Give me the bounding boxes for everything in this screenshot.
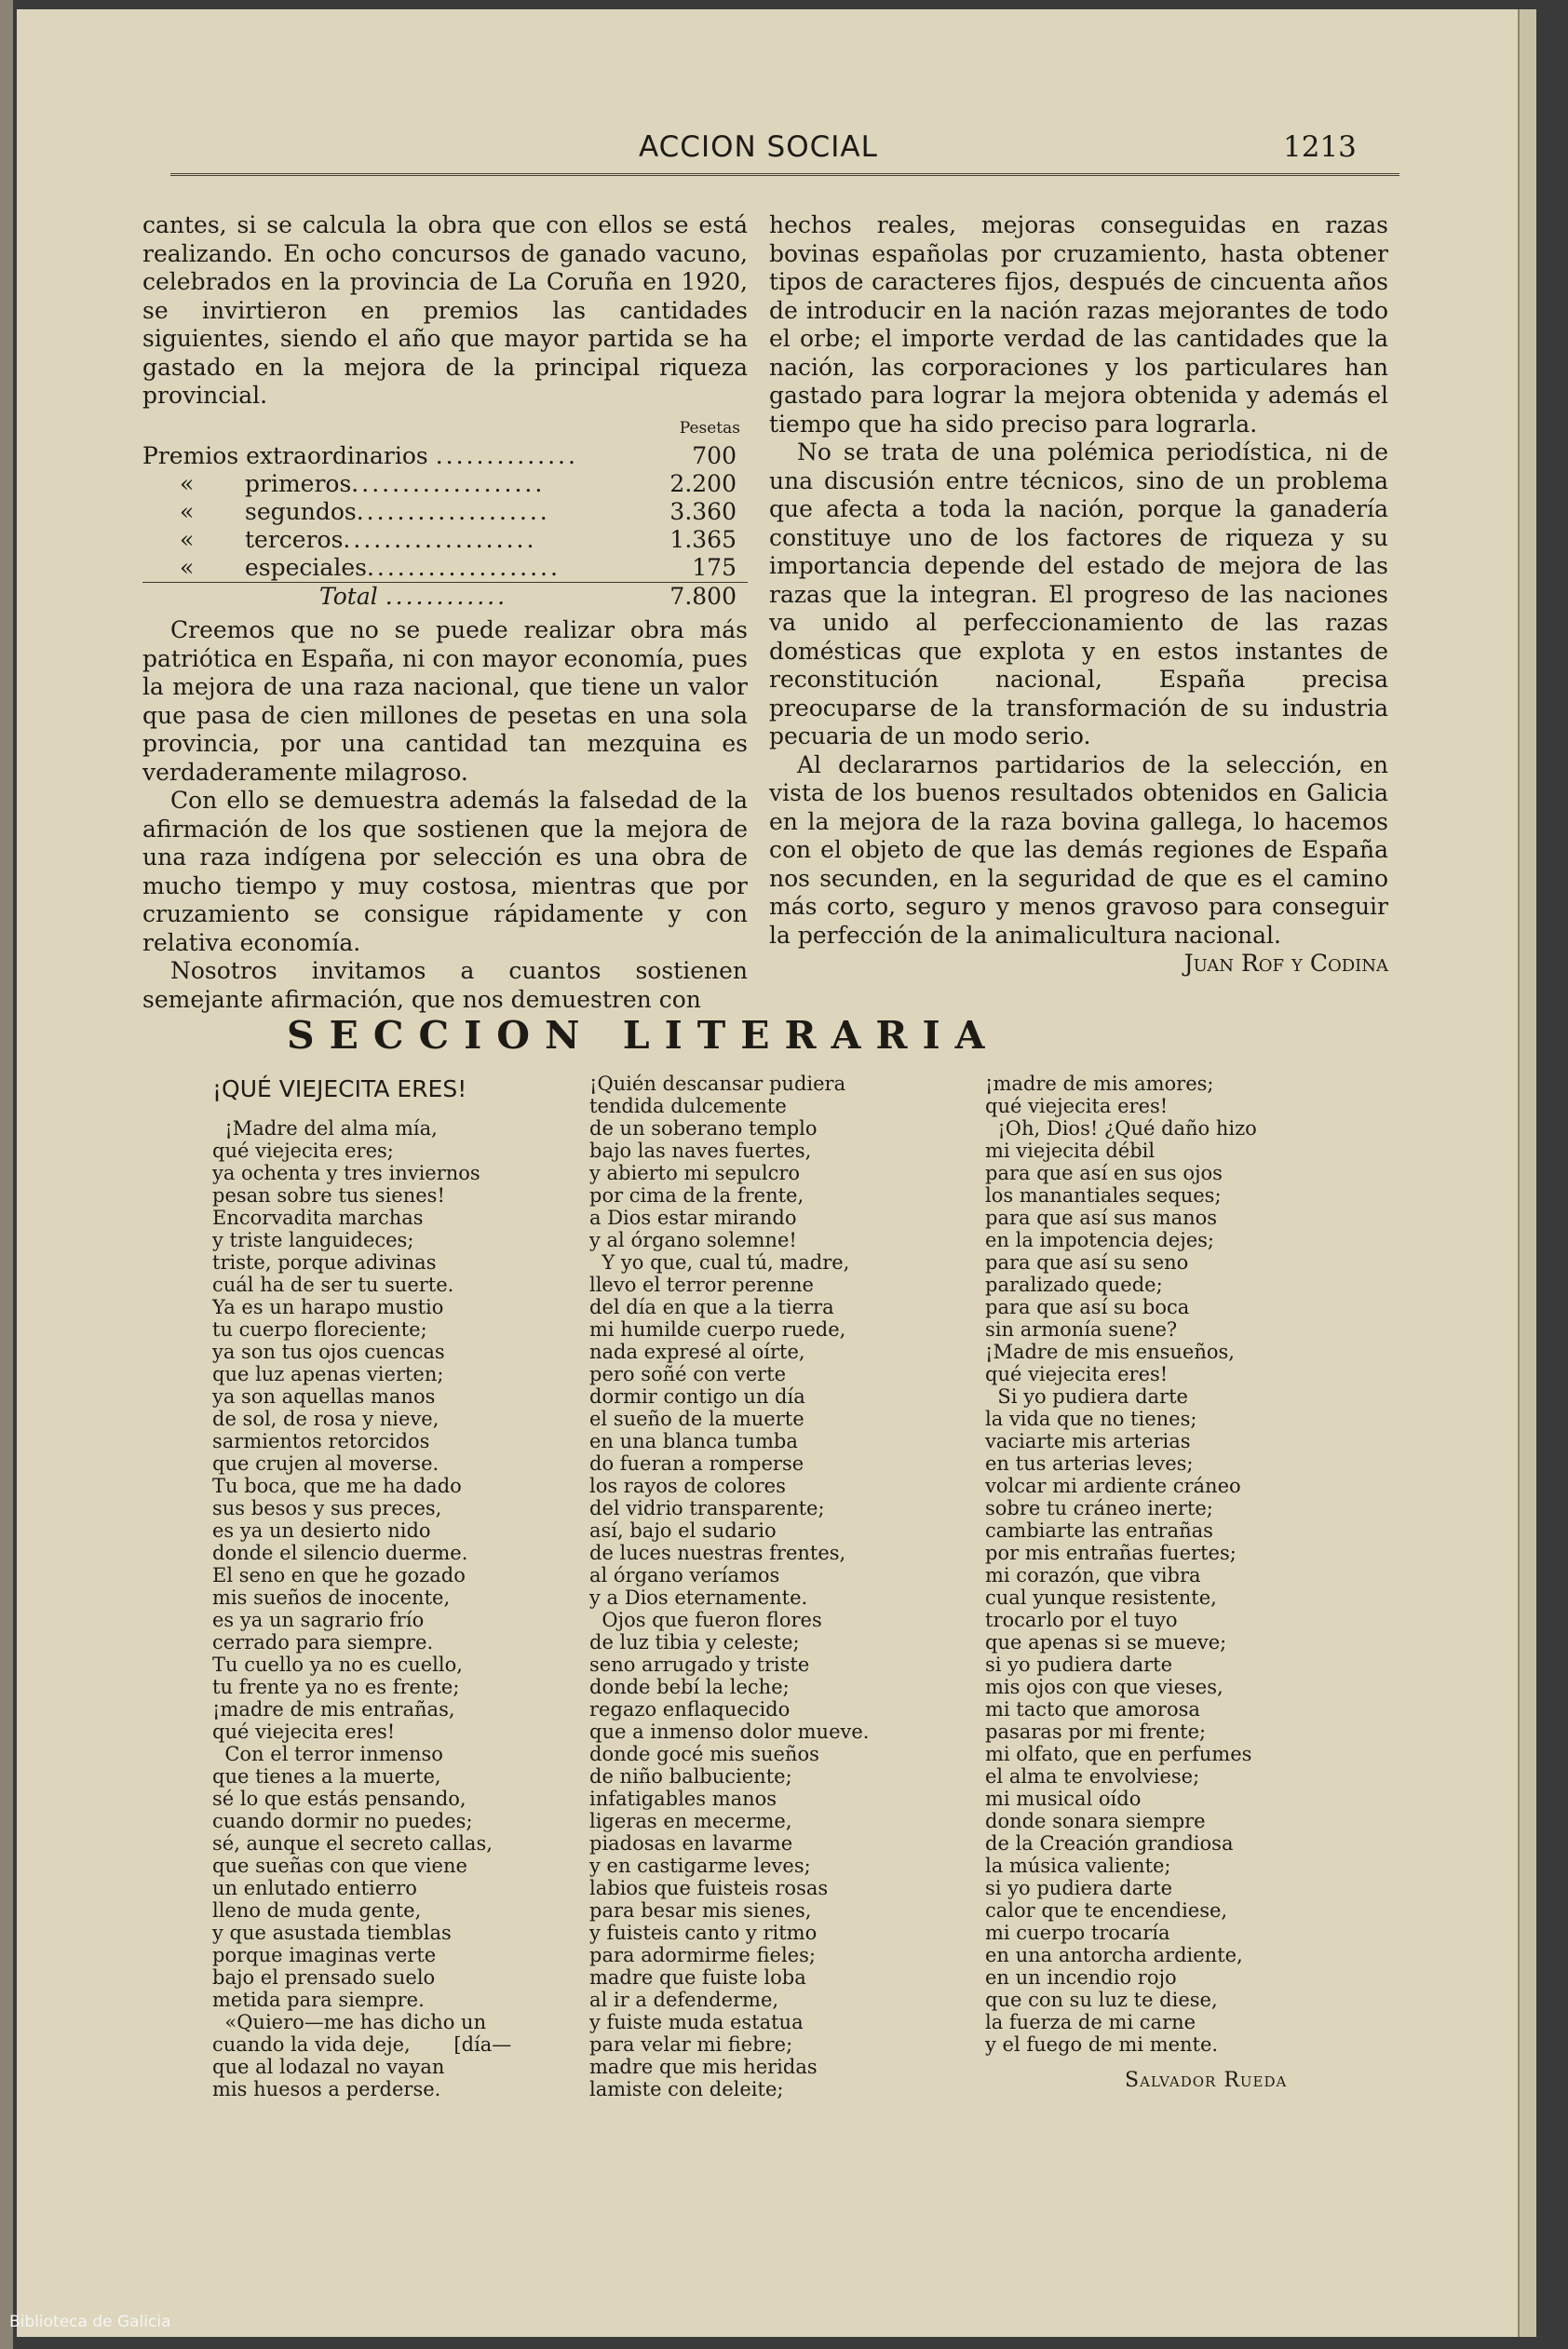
poem-column-2: ¡Quién descansar pudiera tendida dulcemente de un soberano templo bajo las naves fuertes, y abierto mi sepulcro por cima de la frente, a Dios estar mirando y al órgano solemne! Y yo que, cual tú, madre, llevo el terror perenne del día en que a la tierra mi humilde cuerpo ruede, nada expresé al oírte, pero soñé con verte dormir contigo un día el sueño de la muerte en una blanca tumba do fueran a romperse los rayos de colores del vidrio transparente; así, bajo el sudario de luces nuestras frentes, al órgano veríamos y a Dios eternamente. Ojos que fueron flores de luz tibia y celeste; seno arrugado y triste donde bebí la leche; regazo enflaquecido que a inmenso dolor mueve. donde gocé mis sueños de niño balbuciente; infatigables manos ligeras en mecerme, piadosas en lavarme y en castigarme leves; labios que fuisteis rosas para besar mis sienes, y fuisteis canto y ritmo para adormirme fieles; madre que fuiste loba al ir a defenderme, y fuiste muda estatua para velar mi fiebre; madre que mis heridas lamiste con deleite; <box>589 1073 870 2100</box>
article-paragraph: Al declararnos partidarios de la selección, en vista de los buenos resultados obtenidos en Galicia en la mejora de la raza bovina gallega, lo hacemos con el objeto de que las demás regiones de España nos secunden, en la seguridad de que es el camino más corto, seguro y menos gravoso para conseguir la perfección de la animalicultura nacional. <box>769 750 1388 949</box>
table-row-value: 1.365 <box>669 526 737 553</box>
poem-author: Salvador Rueda <box>1125 2069 1288 2092</box>
article-paragraph: hechos reales, mejoras conseguidas en razas bovinas españolas por cruzamiento, hasta obtener tipos de caracteres fijos, después de cincuenta años de introducir en la nación razas mejorantes de todo el orbe; el importe verdad de las cantidades que la nación, las corporaciones y los particulares han gastado para lograr la mejora obtenida y además el tiempo que ha sido preciso para lograrla. <box>769 211 1388 438</box>
page-right-edge <box>1518 9 1536 2337</box>
ditto-mark: « <box>180 554 195 581</box>
page <box>17 9 1536 2337</box>
table-total-label: Total <box>319 583 378 610</box>
scan-left-edge <box>0 0 13 2349</box>
table-row-label: segundos <box>245 498 357 525</box>
table-row-label: terceros <box>245 526 344 553</box>
table-row-label: primeros <box>245 470 352 497</box>
table-row: « especiales................... 175 <box>142 554 748 582</box>
table-total-row: Total ............ 7.800 <box>142 582 748 611</box>
poem-title: ¡QUÉ VIEJECITA ERES! <box>212 1075 467 1102</box>
ditto-mark: « <box>180 498 195 525</box>
table-row: « segundos................... 3.360 <box>142 498 748 526</box>
article-paragraph: Creemos que no se puede realizar obra más patriótica en España, ni con mayor economía, pues la mejora de una raza nacional, que tiene un valor que pasa de cien millones de pesetas en una sola provincia, por una cantidad tan mezquina es verdaderamente milagroso. <box>142 616 748 786</box>
table-total-value: 7.800 <box>669 583 737 610</box>
ditto-mark: « <box>180 470 195 497</box>
table-row-value: 2.200 <box>669 470 737 497</box>
table-row-label: Premios extraordinarios <box>142 442 428 469</box>
table-row: « primeros................... 2.200 <box>142 470 748 498</box>
article-author: Juan Rof y Codina <box>1183 950 1388 977</box>
poem-column-3: ¡madre de mis amores; qué viejecita eres! ¡Oh, Dios! ¿Qué daño hizo mi viejecita débil para que así en sus ojos los manantiales seques; para que así sus manos en la impotencia dejes; para que así su seno paralizado quede; para que así su boca sin armonía suene? ¡Madre de mis ensueños, qué viejecita eres! Si yo pudiera darte la vida que no tienes; vaciarte mis arterias en tus arterias leves; volcar mi ardiente cráneo sobre tu cráneo inerte; cambiarte las entrañas por mis entrañas fuertes; mi corazón, que vibra cual yunque resistente, trocarlo por el tuyo que apenas si se mueve; si yo pudiera darte mis ojos con que vieses, mi tacto que amorosa pasaras por mi frente; mi olfato, que en perfumes el alma te envolviese; mi musical oído donde sonara siempre de la Creación grandiosa la música valiente; si yo pudiera darte calor que te encendiese, mi cuerpo trocaría en una antorcha ardiente, en un incendio rojo que con su luz te diese, la fuerza de mi carne y el fuego de mi mente. <box>985 1073 1257 2056</box>
running-header-title: ACCION SOCIAL <box>639 130 878 164</box>
poem-column-1: ¡Madre del alma mía, qué viejecita eres; ya ochenta y tres inviernos pesan sobre tus sienes! Encorvadita marchas y triste languideces; triste, porque adivinas cuál ha de ser tu suerte. Ya es un harapo mustio tu cuerpo floreciente; ya son tus ojos cuencas que luz apenas vierten; ya son aquellas manos de sol, de rosa y nieve, sarmientos retorcidos que crujen al moverse. Tu boca, que me ha dado sus besos y sus preces, es ya un desierto nido donde el silencio duerme. El seno en que he gozado mis sueños de inocente, es ya un sagrario frío cerrado para siempre. Tu cuello ya no es cuello, tu frente ya no es frente; ¡madre de mis entrañas, qué viejecita eres! Con el terror inmenso que tienes a la muerte, sé lo que estás pensando, cuando dormir no puedes; sé, aunque el secreto callas, que sueñas con que viene un enlutado entierro lleno de muda gente, y que asustada tiemblas porque imaginas verte bajo el prensado suelo metida para siempre. «Quiero—me has dicho un cuando la vida deje, [día— que al lodazal no vayan mis huesos a perderse. <box>212 1117 512 2100</box>
article-paragraph: Con ello se demuestra además la falsedad de la afirmación de los que sostienen que la mejora de una raza indígena por selección es una obra de mucho tiempo y muy costosa, mientras que por cruzamiento se consigue rápidamente y con relativa economía. <box>142 787 748 956</box>
table-row-value: 175 <box>692 554 737 581</box>
table-row-value: 700 <box>692 442 737 469</box>
table-row-value: 3.360 <box>669 498 737 525</box>
article-paragraph: Nosotros invitamos a cuantos sostienen semejante afirmación, que nos demuestren con <box>142 957 748 1013</box>
page-number: 1213 <box>1283 130 1357 164</box>
article-column-right <box>769 211 1388 979</box>
article-paragraph: cantes, si se calcula la obra que con ellos se está realizando. En ocho concursos de ganado vacuno, celebrados en la provincia de La Coruña en 1920, se invirtieron en premios las cantidades siguientes, siendo el año que mayor partida se ha gastado en la mejora de la principal riqueza provincial. <box>142 211 748 409</box>
article-column-left <box>142 211 748 1014</box>
table-row-label: especiales <box>245 554 367 581</box>
section-title: SECCION LITERARIA <box>287 1013 1000 1058</box>
article-paragraph: No se trata de una polémica periodística, ni de una discusión entre técnicos, sino de un problema que afecta a toda la nación, porque la ganadería constituye uno de los factores de riqueza y su importancia depende del estado de mejora de las razas que la integran. El progreso de las naciones va unido al perfeccionamiento de las razas domésticas que explota y en estos instantes de reconstitución nacional, España precisa preocuparse de la transformación de su industria pecuaria de un modo serio. <box>769 439 1388 749</box>
library-watermark: Biblioteca de Galicia <box>9 2313 171 2331</box>
ditto-mark: « <box>180 526 195 553</box>
table-row: « terceros................... 1.365 <box>142 526 748 554</box>
header-rule <box>170 173 1399 176</box>
table-currency-header: Pesetas <box>679 418 740 438</box>
table-row: Premios extraordinarios .............. 700 <box>142 442 748 470</box>
prize-table <box>142 414 748 612</box>
